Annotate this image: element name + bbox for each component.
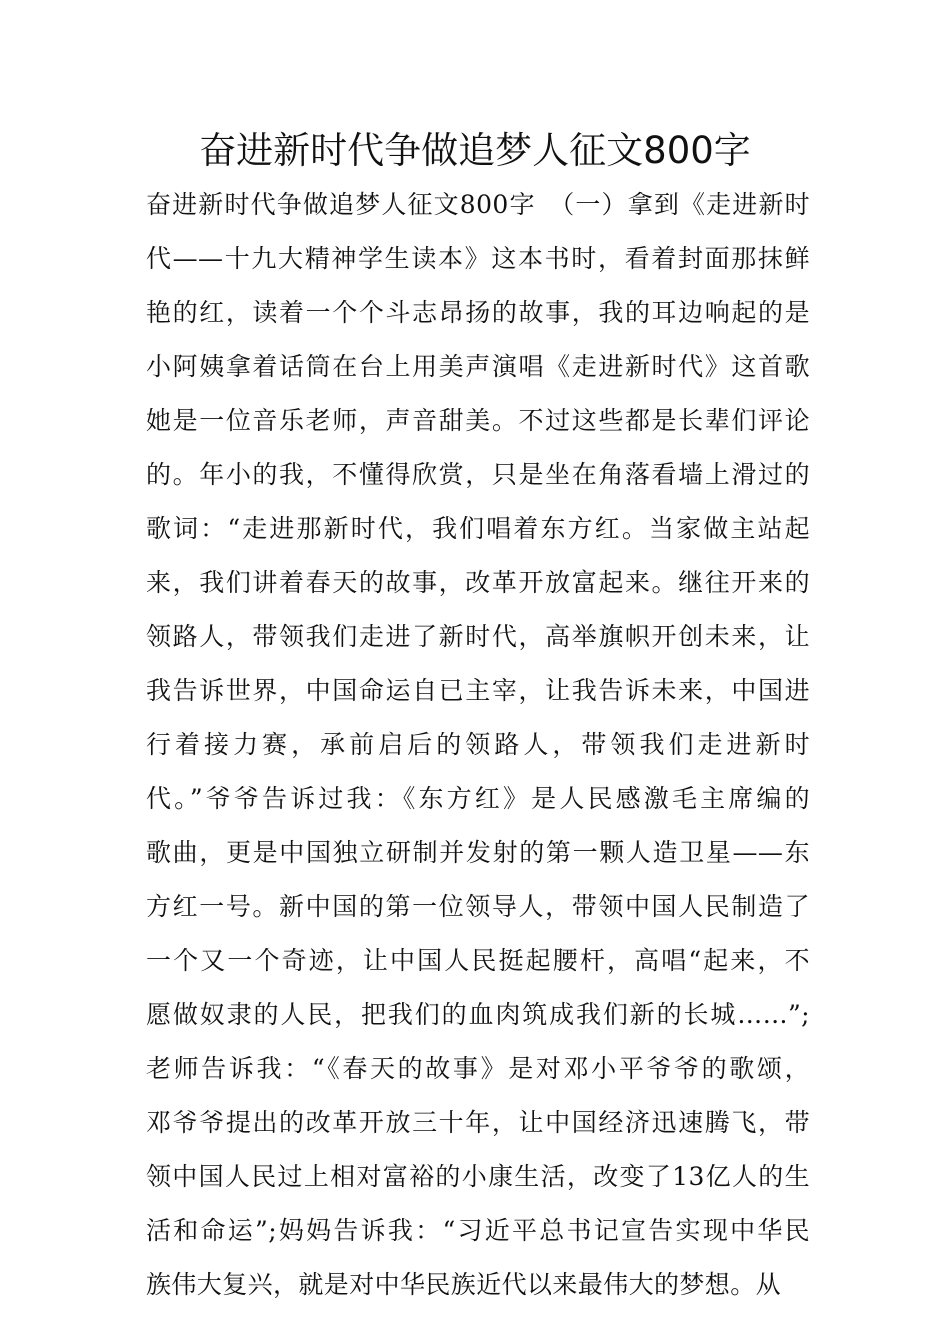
body-line: 领中国人民过上相对富裕的小康生活，改变了13亿人的生: [146, 1162, 810, 1191]
body-line: 领路人，带领我们走进了新时代，高举旗帜开创未来，让: [146, 622, 810, 651]
body-line: 一个又一个奇迹，让中国人民挺起腰杆，高唱“起来，不: [146, 946, 810, 975]
document-title: 奋进新时代争做追梦人征文800字: [199, 129, 751, 172]
body-line: 代——十九大精神学生读本》这本书时，看着封面那抹鲜: [146, 244, 810, 273]
body-line: 族伟大复兴，就是对中华民族近代以来最伟大的梦想。从: [146, 1270, 782, 1299]
body-line: 我告诉世界，中国命运自已主宰，让我告诉未来，中国进: [146, 676, 810, 705]
body-line: 她是一位音乐老师，声音甜美。不过这些都是长辈们评论: [146, 406, 810, 435]
body-line: 歌曲，更是中国独立研制并发射的第一颗人造卫星——东: [146, 838, 810, 867]
body-line: 歌词：“走进那新时代，我们唱着东方红。当家做主站起: [146, 514, 810, 543]
body-line: 邓爷爷提出的改革开放三十年，让中国经济迅速腾飞，带: [146, 1108, 810, 1137]
body-line: 的。年小的我，不懂得欣赏，只是坐在角落看墙上滑过的: [146, 460, 810, 489]
body-line: 行着接力赛，承前启后的领路人，带领我们走进新时: [146, 730, 810, 759]
essay-body: [146, 178, 810, 1312]
body-line: 代。”爷爷告诉过我：《东方红》是人民感激毛主席编的: [146, 784, 810, 813]
body-line: 老师告诉我：“《春天的故事》是对邓小平爷爷的歌颂，: [146, 1054, 810, 1083]
body-line: 活和命运”;妈妈告诉我：“习近平总书记宣告实现中华民: [146, 1216, 810, 1245]
body-line: 愿做奴隶的人民，把我们的血肉筑成我们新的长城……”;: [146, 1000, 810, 1029]
body-line: 艳的红，读着一个个斗志昂扬的故事，我的耳边响起的是: [146, 298, 810, 327]
body-line: 小阿姨拿着话筒在台上用美声演唱《走进新时代》这首歌: [146, 352, 810, 381]
body-line: 来，我们讲着春天的故事，改革开放富起来。继往开来的: [146, 568, 810, 597]
body-line: 奋进新时代争做追梦人征文800字 （一）拿到《走进新时: [146, 190, 810, 219]
body-line: 方红一号。新中国的第一位领导人，带领中国人民制造了: [146, 892, 810, 921]
